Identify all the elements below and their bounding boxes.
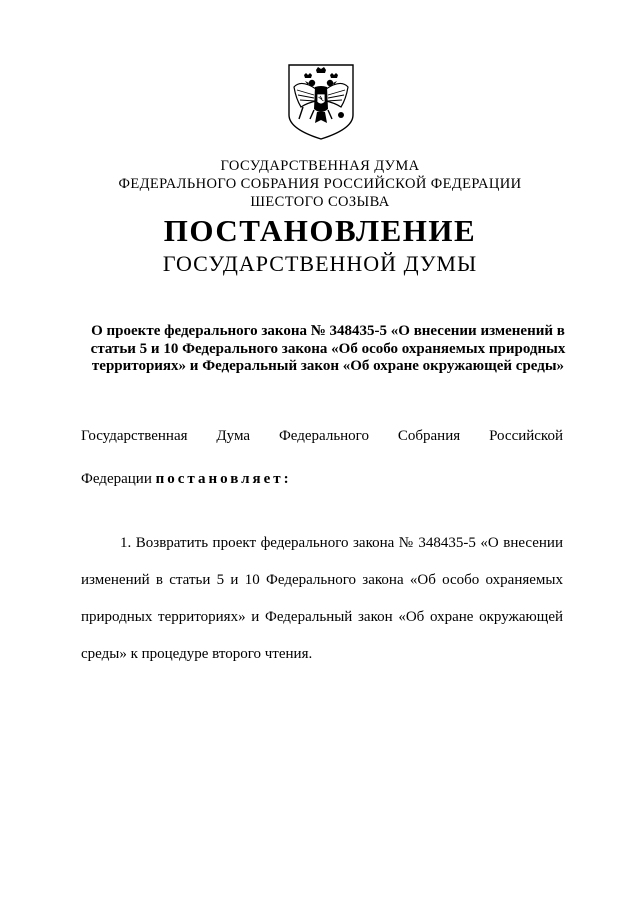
- coat-of-arms-emblem: [287, 63, 355, 141]
- header-line-convocation: ШЕСТОГО СОЗЫВА: [250, 194, 390, 210]
- preamble-line-1: Государственная Дума Федерального Собрания Российской: [81, 428, 563, 444]
- resolution-subject: О проекте федерального закона № 348435-5 «О внесении изменений в статьи 5 и 10 Федерального закона «Об особо охраняемых природных территориях» и Федеральный закон «Об охране окружающей среды»: [90, 323, 566, 374]
- header-line-federal-assembly: ФЕДЕРАЛЬНОГО СОБРАНИЯ РОССИЙСКОЙ ФЕДЕРАЦИИ: [118, 176, 522, 192]
- document-title: ПОСТАНОВЛЕНИЕ: [163, 213, 477, 248]
- preamble-decides: постановляет:: [155, 471, 292, 487]
- preamble-line-2: [81, 471, 292, 488]
- header-line-duma: ГОСУДАРСТВЕННАЯ ДУМА: [220, 158, 420, 174]
- document-subtitle: ГОСУДАРСТВЕННОЙ ДУМЫ: [162, 251, 478, 276]
- preamble-word-federation: Федерации: [81, 471, 152, 487]
- resolution-item-1: 1. Возвратить проект федерального закона № 348435-5 «О внесении изменений в статьи 5 и 10 Федерального закона «Об особо охраняемых природных территориях» и Федеральный закон «Об охране окружающей среды» к процедуре второго чтения.: [81, 535, 563, 662]
